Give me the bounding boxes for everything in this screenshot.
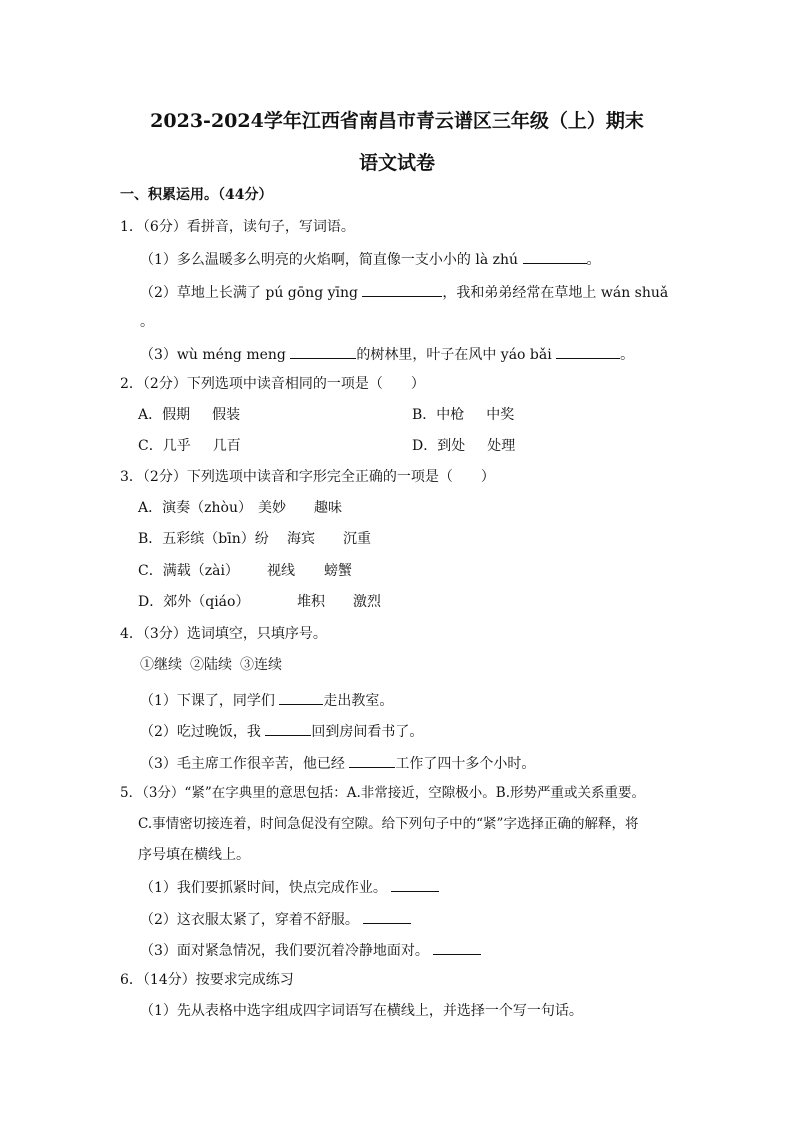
q1-sentence-2 <box>140 282 668 302</box>
exam-title-line2: 语文试卷 <box>358 152 435 174</box>
q1-s3-text: （3）wù méng meng <box>140 347 291 363</box>
q5-stem-line3: 序号填在横线上。 <box>138 847 250 863</box>
q2-option-d[interactable] <box>412 437 515 455</box>
q5-s2-blank[interactable] <box>363 909 411 924</box>
q2-a-word2: 假装 <box>212 407 241 423</box>
q1-s2-blank-1[interactable] <box>362 282 442 297</box>
q4-choice-2: ②陆续 <box>190 657 232 673</box>
q4-choice-1: ①继续 <box>140 657 182 673</box>
q3-d-word2: 堆积 <box>297 594 325 610</box>
q3-b-word3: 沉重 <box>343 531 371 547</box>
q3-b-word2: 海宾 <box>287 531 315 547</box>
q4-sentence-2 <box>140 721 423 741</box>
q5-sentence-2 <box>140 909 411 929</box>
q3-stem: 3．（2分）下列选项中读音和字形完全正确的一项是（ ） <box>120 469 495 485</box>
q6-stem: 6．（14分）按要求完成练习 <box>120 972 294 988</box>
q3-d-word1: 郊外（qiáo） <box>163 594 250 610</box>
q3-a-word3: 趣味 <box>314 500 342 516</box>
q1-s3-blank-2[interactable] <box>556 344 620 359</box>
q5-sentence-3 <box>140 940 481 960</box>
q4-s3-blank[interactable] <box>349 753 395 768</box>
q3-c-word1: 满载（zài） <box>162 563 239 579</box>
q3-c-word2: 视线 <box>267 563 295 579</box>
q4-s3-post: 工作了四十多个小时。 <box>395 756 536 772</box>
q2-d-word2: 处理 <box>487 438 516 454</box>
q4-choices <box>140 656 282 674</box>
q2-a-label: A． <box>138 407 163 423</box>
q3-b-word1: 五彩缤（bīn）纷 <box>162 531 269 547</box>
q2-d-label: D． <box>412 438 438 454</box>
q2-c-word2: 几百 <box>212 438 241 454</box>
q5-s3-blank[interactable] <box>433 940 481 955</box>
q3-option-d[interactable] <box>138 593 249 611</box>
q5-s1-text: （1）我们要抓紧时间，快点完成作业。 <box>140 880 392 896</box>
q1-s3-blank-1[interactable] <box>290 344 356 359</box>
q5-s1-blank[interactable] <box>391 877 439 892</box>
q1-s2-mid: ，我和弟弟经常在草地上 wán shuǎ <box>442 285 669 301</box>
q1-sentence-1 <box>140 249 601 269</box>
q5-sentence-1 <box>140 877 439 897</box>
section-heading: 一、积累运用。（44分） <box>120 187 273 203</box>
q4-sentence-1 <box>140 690 393 710</box>
q5-s2-text: （2）这衣服太紧了，穿着不舒服。 <box>140 912 364 928</box>
q5-stem-line2: C.事情密切接连着，时间急促没有空隙。给下列句子中的“紧”字选择正确的解释，将 <box>138 816 639 832</box>
q3-d-label: D． <box>138 594 164 610</box>
q2-option-b[interactable] <box>412 406 514 424</box>
q2-option-a[interactable] <box>138 406 240 424</box>
q4-s1-pre: （1）下课了，同学们 <box>140 693 280 709</box>
q1-s3-end: 。 <box>620 347 635 363</box>
q2-b-word2: 中奖 <box>486 407 515 423</box>
q2-c-word1: 几乎 <box>162 438 191 454</box>
q3-c-label: C． <box>138 563 163 579</box>
q5-stem-line1: 5．（3分）“紧”在字典里的意思包括：A.非常接近，空隙极小。B.形势严重或关系重要。 <box>120 785 645 801</box>
q5-s3-text: （3）面对紧急情况，我们要沉着冷静地面对。 <box>140 943 434 959</box>
q4-sentence-3 <box>140 753 535 773</box>
q4-s3-pre: （3）毛主席工作很辛苦，他已经 <box>140 756 350 772</box>
q3-a-label: A． <box>138 500 163 516</box>
q3-a-word1: 演奏（zhòu） <box>162 500 252 516</box>
q2-b-word1: 中枪 <box>436 407 465 423</box>
q1-s2-text: （2）草地上长满了 pú gōng yīng <box>140 285 363 301</box>
q1-s1-end: 。 <box>586 252 601 268</box>
q6-sentence-1: （1）先从表格中选字组成四字词语写在横线上，并选择一个写一句话。 <box>140 1003 583 1019</box>
q2-a-word1: 假期 <box>162 407 191 423</box>
q2-d-word1: 到处 <box>437 438 466 454</box>
q3-b-label: B． <box>138 531 163 547</box>
q3-option-c[interactable] <box>138 562 239 580</box>
q1-sentence-3 <box>140 344 634 364</box>
q3-a-word2: 美妙 <box>258 500 286 516</box>
q4-choice-3: ③连续 <box>240 657 282 673</box>
q2-b-label: B． <box>412 407 437 423</box>
q4-s1-blank[interactable] <box>279 690 323 705</box>
q4-s2-pre: （2）吃过晚饭，我 <box>140 724 266 740</box>
q1-s1-blank[interactable] <box>523 249 587 264</box>
q4-s1-post: 走出教室。 <box>323 693 394 709</box>
exam-title-line1: 2023-2024学年江西省南昌市青云谱区三年级（上）期末 <box>150 110 644 132</box>
q1-stem: 1．（6分）看拼音，读句子，写词语。 <box>120 219 355 235</box>
q1-s2-end: 。 <box>140 314 154 330</box>
q2-stem: 2．（2分）下列选项中读音相同的一项是（ ） <box>120 376 425 392</box>
q3-c-word3: 螃蟹 <box>324 563 352 579</box>
q4-s2-blank[interactable] <box>265 721 311 736</box>
q2-option-c[interactable] <box>138 437 241 455</box>
q1-s3-mid: 的树林里，叶子在风中 yáo bǎi <box>356 347 557 363</box>
q2-c-label: C． <box>138 438 163 454</box>
q3-d-word3: 激烈 <box>353 594 381 610</box>
q3-option-b[interactable] <box>138 530 269 548</box>
q4-s2-post: 回到房间看书了。 <box>311 724 424 740</box>
q1-s1-text: （1）多么温暖多么明亮的火焰啊，简直像一支小小的 là zhú <box>140 252 523 268</box>
q3-option-a[interactable] <box>138 499 252 517</box>
q4-stem: 4．（3分）选词填空，只填序号。 <box>120 626 327 642</box>
